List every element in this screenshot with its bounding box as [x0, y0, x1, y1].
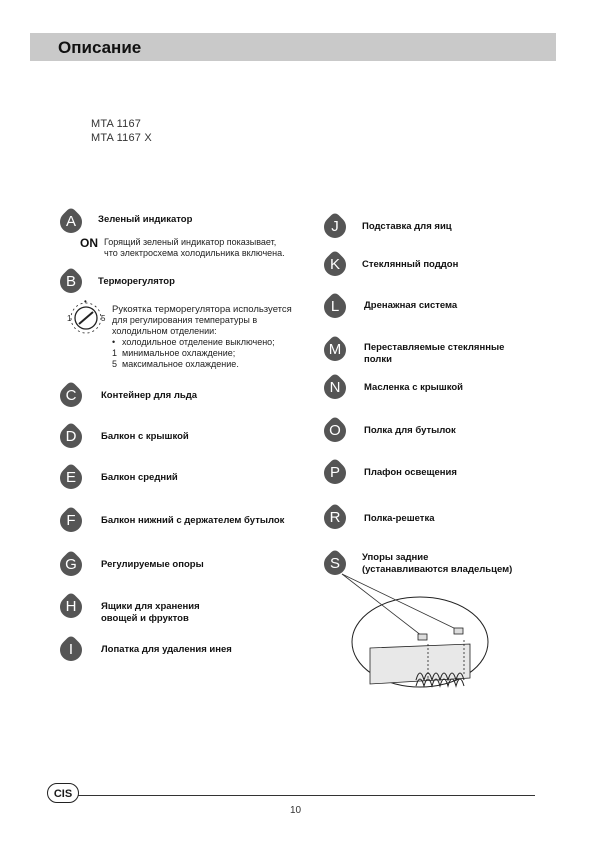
model-name: MTA 1167: [91, 118, 142, 130]
item-label-b: Терморегулятор: [98, 276, 175, 287]
item-label-s: Упоры задние (устанавливаются владельцем): [362, 552, 513, 575]
item-label-n: Масленка с крышкой: [364, 382, 463, 393]
item-label-g: Регулируемые опоры: [101, 559, 204, 570]
setting-max: 5 максимальное охлаждение.: [112, 359, 239, 369]
item-label-e: Балкон средний: [101, 472, 178, 483]
region-badge: CIS: [47, 783, 79, 803]
indicator-description: Горящий зеленый индикатор показывает, что электросхема холодильника включена.: [104, 237, 285, 258]
item-label-c: Контейнер для льда: [101, 390, 198, 401]
dial-mark-top: •: [84, 297, 87, 306]
thermostat-description: Рукоятка терморегулятора используется для регулирования температуры в холодильном отделении:: [112, 304, 292, 336]
item-label-h: Ящики для хранения овощей и фруктов: [101, 601, 200, 624]
item-label-k: Стеклянный поддон: [362, 259, 459, 270]
dial-mark-left: 1: [67, 314, 72, 323]
item-label-a: Зеленый индикатор: [98, 214, 193, 225]
item-label-p: Плафон освещения: [364, 467, 457, 478]
item-label-j: Подставка для яиц: [362, 221, 452, 232]
item-label-m: Переставляемые стеклянные полки: [364, 342, 505, 365]
footer-line: [78, 795, 535, 796]
item-label-i: Лопатка для удаления инея: [101, 644, 232, 655]
item-label-f: Балкон нижний с держателем бутылок: [101, 515, 285, 526]
model-name: MTA 1167 X: [91, 132, 152, 144]
page-title: Описание: [58, 38, 142, 57]
setting-off: • холодильное отделение выключено;: [112, 337, 275, 347]
rear-spacers-illustration: [330, 570, 490, 700]
item-label-d: Балкон с крышкой: [101, 431, 189, 442]
on-indicator-icon: ON: [80, 236, 98, 250]
dial-mark-right: 5: [101, 314, 106, 323]
item-label-r: Полка-решетка: [364, 513, 435, 524]
page-number: 10: [290, 805, 302, 816]
setting-min: 1 минимальное охлаждение;: [112, 348, 236, 358]
thermostat-settings-list: [112, 337, 275, 370]
item-label-l: Дренажная система: [364, 300, 458, 311]
item-label-o: Полка для бутылок: [364, 425, 456, 436]
